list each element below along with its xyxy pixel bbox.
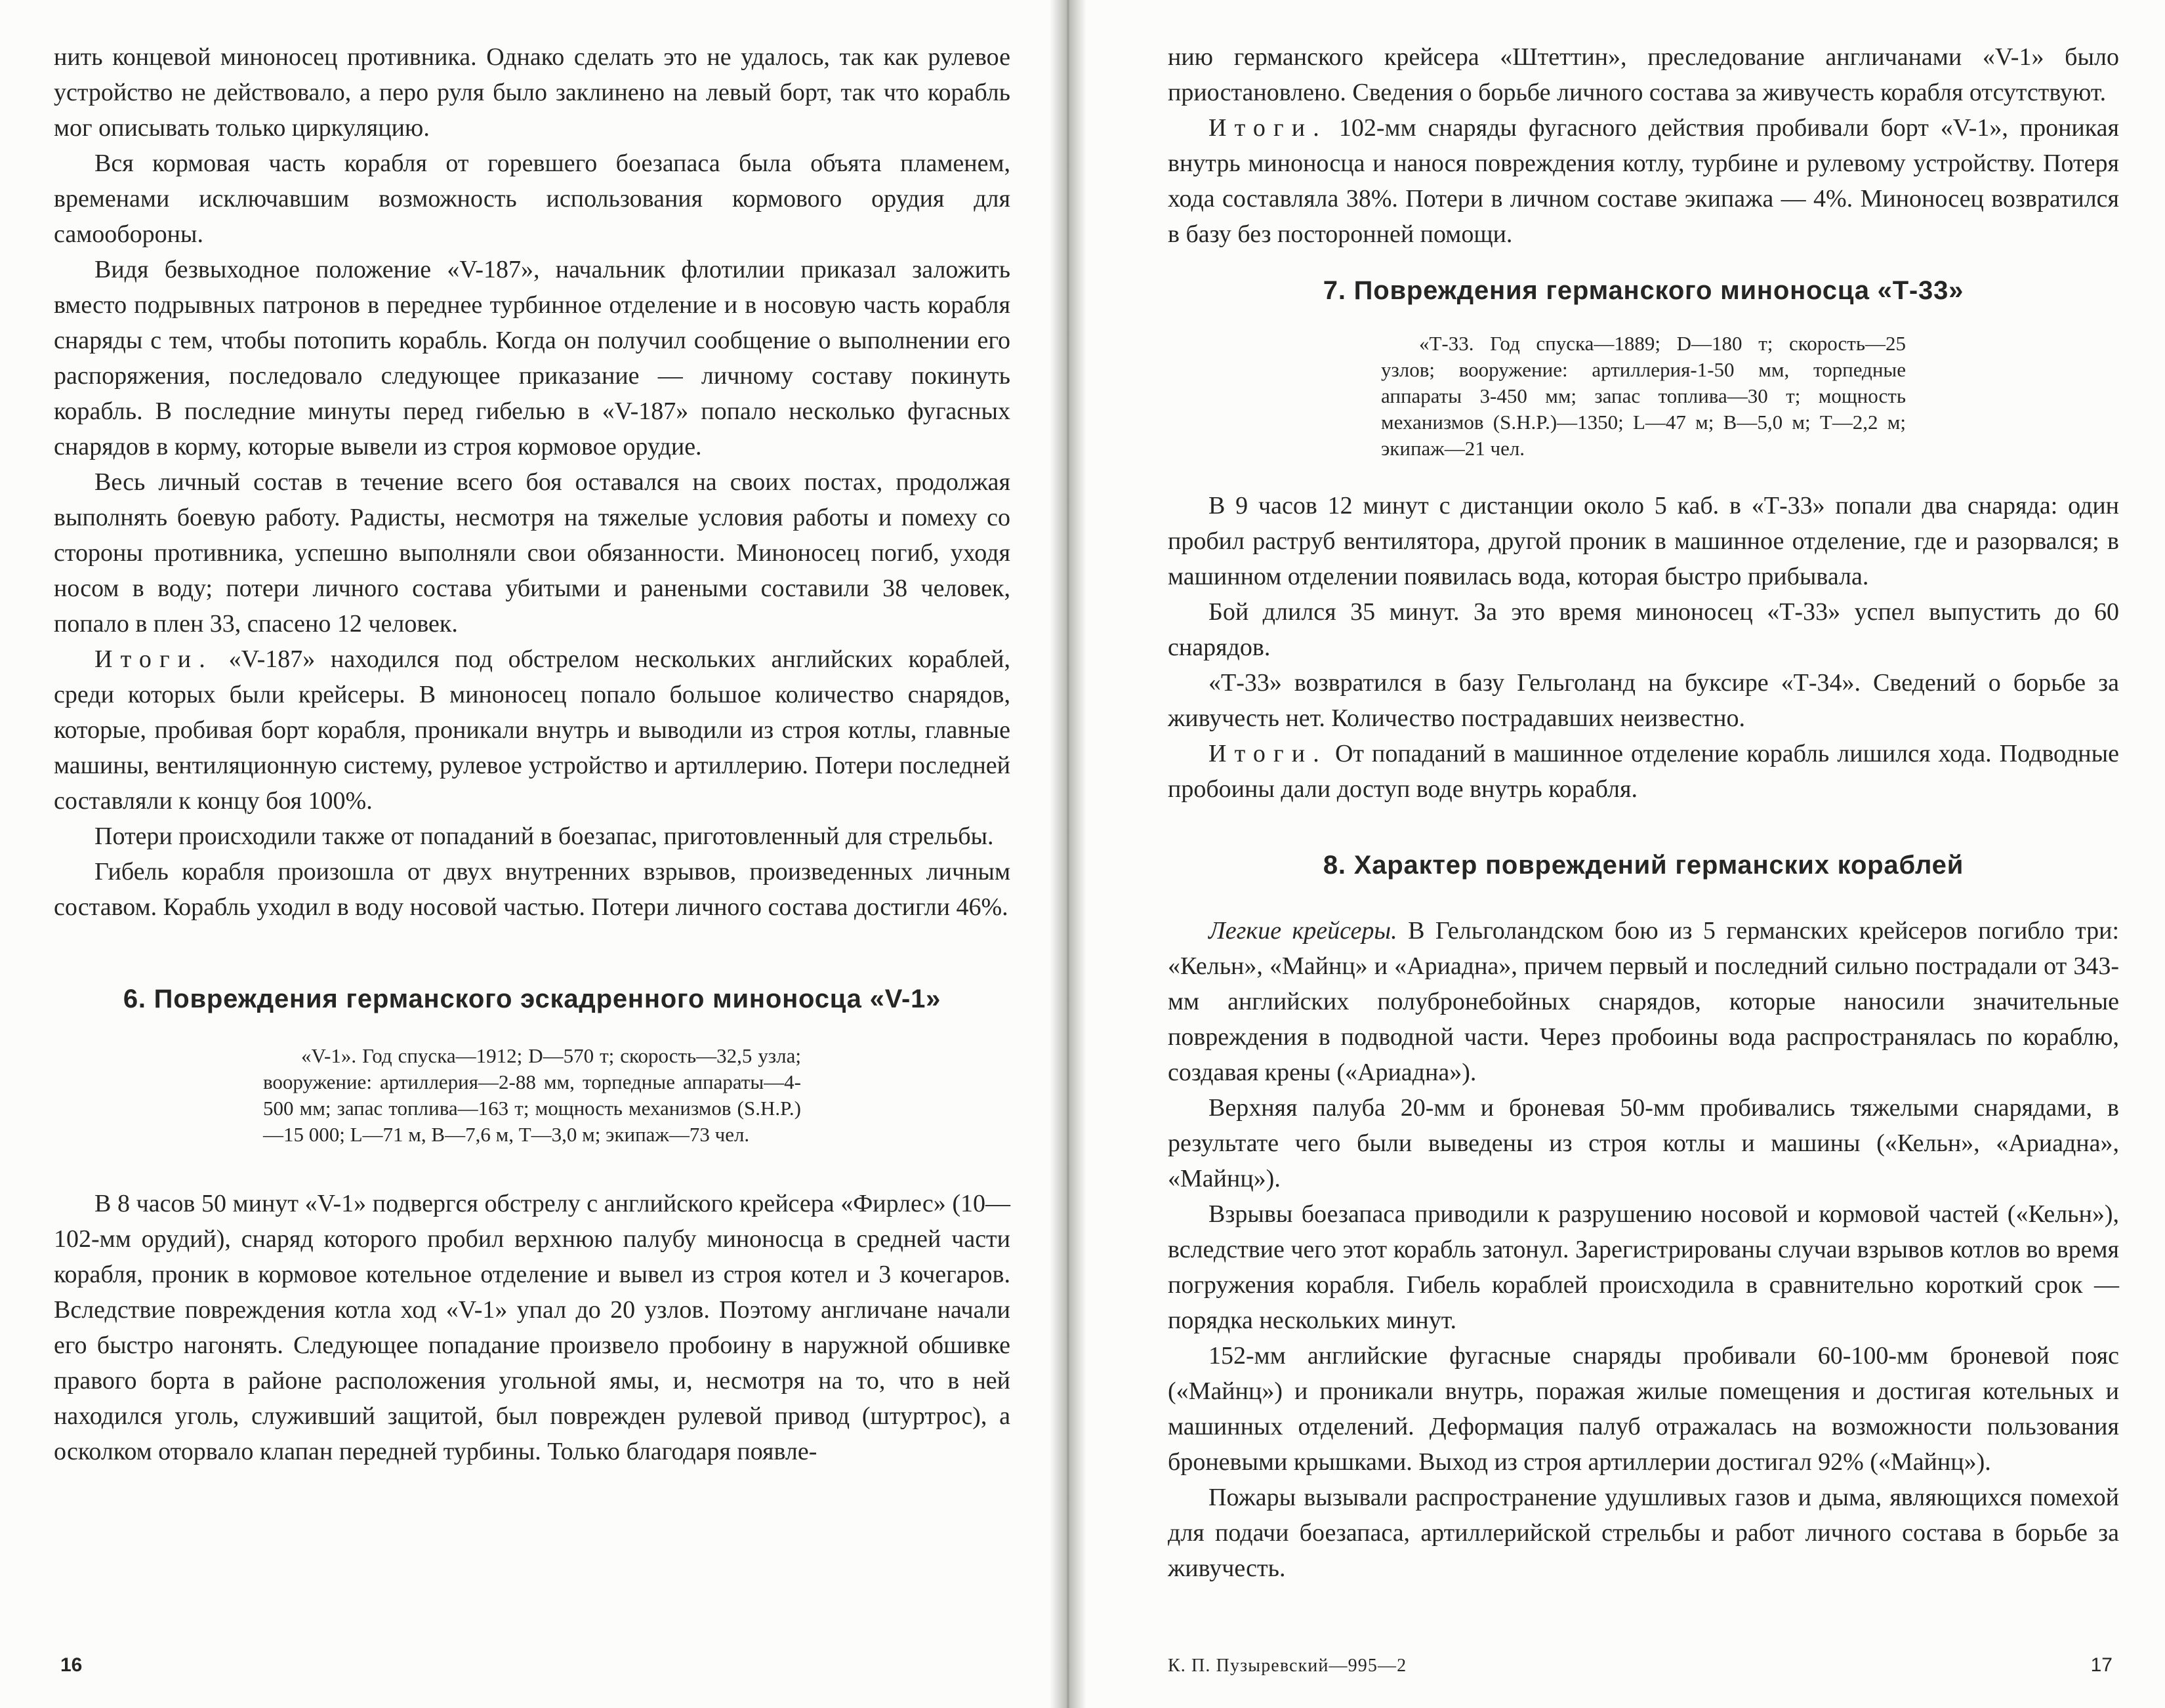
ship-specification: «Т-33. Год спуска—1889; D—180 т; скорость—25 узлов; вооружение: артиллерия-1-50 мм, торпедные аппараты 3-450 мм; запас топлива—30 т; мощность механизмов (S.H.P.)—1350; L—47 м; B—5,0 м; Т—2,2 м; экипаж—21 чел.: [1381, 332, 1906, 460]
page-number: 16: [60, 1654, 83, 1676]
printer-signature: К. П. Пузыревский—995—2: [1168, 1656, 1407, 1676]
paragraph: «Т-33» возвратился в базу Гельголанд на буксире «Т-34». Сведений о борьбе за живучесть нет. Количество пострадавших неизвестно.: [1168, 669, 2119, 732]
summary-paragraph: [54, 641, 1010, 819]
ship-specification: «V-1». Год спуска—1912; D—570 т; скорость—32,5 узла; вооружение: артиллерия—2-88 мм, торпедные аппараты—4-500 мм; запас топлива—163 т; мощность механизмов (S.H.P.)—15 000; L—71 м, B—7,6 м, T—3,0 м; экипаж—73 чел.: [263, 1044, 801, 1146]
section-heading: 6. Повреждения германского эскадренного миноносца «V-1»: [123, 985, 941, 1013]
right-page: [1168, 39, 2119, 1699]
summary-paragraph: [1168, 736, 2119, 807]
page-number: 17: [2090, 1654, 2113, 1676]
paragraph: Гибель корабля произошла от двух внутренних взрывов, произведенных личным составом. Корабль уходил в воду носовой частью. Потери личного состава достигли 46%.: [54, 858, 1010, 921]
section-heading: 7. Повреждения германского миноносца «Т-33»: [1323, 276, 1964, 305]
summary-label: Итоги.: [1208, 114, 1327, 142]
paragraph: В 8 часов 50 минут «V-1» подвергся обстрелу с английского крейсера «Фирлес» (10—102-мм орудий), снаряд которого пробил верхнюю палубу миноносца в средней части корабля, проник в кормовое котельное отделение и вывел из строя котел и 3 кочегаров. Вследствие повреждения котла ход «V-1» упал до 20 узлов. Поэтому англичане начали его быстро нагонять. Следующее попадание произвело пробоину в наружной обшивке правого борта в районе расположения угольной ямы, и, несмотря на то, что в ней находился уголь, служивший защитой, был поврежден рулевой привод (штуртрос), а осколком оторвало клапан передней турбины. Только благодаря появле-: [54, 1190, 1010, 1465]
italic-lead: Легкие крейсеры.: [1208, 917, 1397, 945]
paragraph: Верхняя палуба 20-мм и броневая 50-мм пробивались тяжелыми снарядами, в результате чего были выведены из строя котлы и машины («Кельн», «Ариадна», «Майнц»).: [1168, 1094, 2119, 1192]
summary-paragraph: [1168, 110, 2119, 252]
paragraph: Бой длился 35 минут. За это время миноносец «Т-33» успел выпустить до 60 снарядов.: [1168, 598, 2119, 661]
paragraph: нить концевой миноносец противника. Однако сделать это не удалось, так как рулевое устройство не действовало, а перо руля было заклинено на левый борт, так что корабль мог описывать только циркуляцию.: [54, 43, 1010, 142]
summary-label: Итоги.: [94, 645, 213, 673]
paragraph: Видя безвыходное положение «V-187», начальник флотилии приказал заложить вместо подрывных патронов в переднее турбинное отделение и в носовую часть корабля снаряды с тем, чтобы потопить корабль. Когда он получил сообщение о выполнении его распоряжения, последовало следующее приказание — личному составу покинуть корабль. В последние минуты перед гибелью в «V-187» попало несколько фугасных снарядов в корму, которые вывели из строя кормовое орудие.: [54, 256, 1010, 460]
summary-label: Итоги.: [1208, 740, 1327, 767]
left-page: [54, 39, 1010, 1699]
paragraph: нию германского крейсера «Штеттин», преследование англичанами «V-1» было приостановлено. Сведения о борьбе личного состава за живучесть корабля отсутствуют.: [1168, 43, 2119, 106]
summary-text: От попаданий в машинное отделение корабль лишился хода. Подводные пробоины дали доступ воде внутрь корабля.: [1168, 740, 2119, 803]
paragraph: 152-мм английские фугасные снаряды пробивали 60-100-мм броневой пояс («Майнц») и проникали внутрь, поражая жилые помещения и достигая котельных и машинных отделений. Деформация палуб отражалась на возможности пользования броневыми крышками. Выход из строя артиллерии достигал 92% («Майнц»).: [1168, 1342, 2119, 1476]
paragraph-text: В Гельголандском бою из 5 германских крейсеров погибло три: «Кельн», «Майнц» и «Ариадна», причем первый и последний сильно пострадали от 343-мм английских полубронебойных снарядов, которые наносили значительные повреждения в подводной части. Через пробоины вода распространялась по кораблю, создавая крены («Ариадна»).: [1168, 917, 2120, 1086]
paragraph: Потери происходили также от попаданий в боезапас, приготовленный для стрельбы.: [94, 823, 994, 850]
paragraph: Вся кормовая часть корабля от горевшего боезапаса была объята пламенем, временами исключавшим возможность использования кормового орудия для самообороны.: [54, 150, 1010, 248]
paragraph: В 9 часов 12 минут с дистанции около 5 каб. в «Т-33» попали два снаряда: один пробил раструб вентилятора, другой проник в машинное отделение, где и разорвался; в машинном отделении появилась вода, которая быстро прибывала.: [1168, 492, 2119, 590]
section-heading: 8. Характер повреждений германских кораблей: [1323, 851, 1964, 880]
paragraph: Пожары вызывали распространение удушливых газов и дыма, являющихся помехой для подачи боезапаса, артиллерийской стрельбы и работ личного состава в борьбе за живучесть.: [1168, 1484, 2119, 1582]
book-gutter: [1050, 0, 1086, 1708]
summary-text: 102-мм снаряды фугасного действия пробивали борт «V-1», проникая внутрь миноносца и нанося повреждения котлу, турбине и рулевому устройству. Потеря хода составляла 38%. Потери в личном составе экипажа — 4%. Миноносец возвратился в базу без посторонней помощи.: [1168, 114, 2119, 248]
paragraph: [1168, 913, 2119, 1090]
paragraph: Взрывы боезапаса приводили к разрушению носовой и кормовой частей («Кельн»), вследствие чего этот корабль затонул. Зарегистрированы случаи взрывов котлов во время погружения корабля. Гибель кораблей происходила в сравнительно короткий срок — порядка нескольких минут.: [1168, 1200, 2119, 1334]
paragraph: Весь личный состав в течение всего боя оставался на своих постах, продолжая выполнять боевую работу. Радисты, несмотря на тяжелые условия работы и помеху со стороны противника, успешно выполняли свои обязанности. Миноносец погиб, уходя носом в воду; потери личного состава убитыми и ранеными составили 38 человек, попало в плен 33, спасено 12 человек.: [54, 468, 1010, 638]
summary-text: «V-187» находился под обстрелом нескольких английских кораблей, среди которых были крейсеры. В миноносец попало большое количество снарядов, которые, пробивая борт корабля, проникали внутрь и выводили из строя котлы, главные машины, вентиляционную систему, рулевое устройство и артиллерию. Потери последней составляли к концу боя 100%.: [54, 645, 1011, 815]
